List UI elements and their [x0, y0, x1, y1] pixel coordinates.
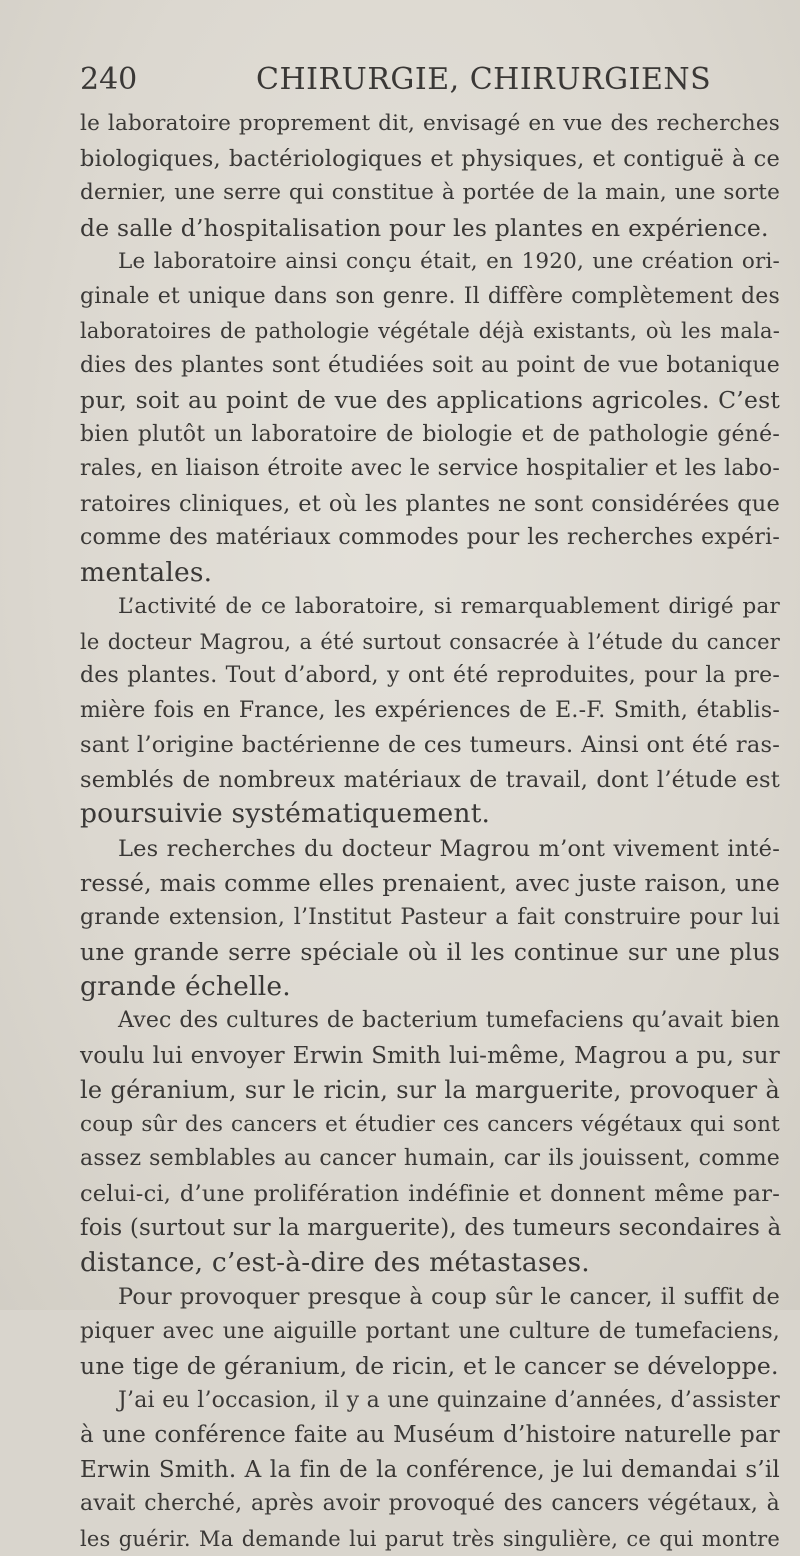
text-line: J’ai eu l’occasion, il y a une quinzaine d’années, d’assister	[80, 1384, 780, 1419]
text-line: ratoires cliniques, et où les plantes ne sont considérées que	[80, 487, 780, 522]
text-line: celui-ci, d’une prolifération indéfinie et donnent même par-	[80, 1177, 780, 1212]
text-line: biologiques, bactériologiques et physiques, et contiguë à ce	[80, 142, 780, 177]
running-title: CHIRURGIE, CHIRURGIENS	[256, 62, 711, 97]
page-header	[80, 62, 780, 102]
text-line: semblés de nombreux matériaux de travail, dont l’étude est	[80, 763, 780, 798]
text-line: piquer avec une aiguille portant une culture de tumefaciens,	[80, 1315, 780, 1350]
text-line: rales, en liaison étroite avec le service hospitalier et les labo-	[80, 452, 780, 487]
text-line: dernier, une serre qui constitue à portée de la main, une sorte	[80, 176, 780, 211]
text-line: Les recherches du docteur Magrou m’ont vivement inté-	[80, 832, 780, 867]
body-text	[80, 107, 780, 1556]
text-line: des plantes. Tout d’abord, y ont été reproduites, pour la pre-	[80, 659, 780, 694]
text-line: Le laboratoire ainsi conçu était, en 1920, une création ori-	[80, 245, 780, 280]
text-line: laboratoires de pathologie végétale déjà existants, où les mala-	[80, 314, 780, 349]
text-line: Avec des cultures de bacterium tumefaciens qu’avait bien	[80, 1004, 780, 1039]
text-line: le géranium, sur le ricin, sur la marguerite, provoquer à	[80, 1073, 780, 1108]
text-line: L’activité de ce laboratoire, si remarquablement dirigé par	[80, 590, 780, 625]
text-line: une tige de géranium, de ricin, et le cancer se développe.	[80, 1349, 780, 1384]
text-line: Pour provoquer presque à coup sûr le cancer, il suffit de	[80, 1280, 780, 1315]
text-line: ressé, mais comme elles prenaient, avec juste raison, une	[80, 866, 780, 901]
text-line: dies des plantes sont étudiées soit au point de vue botanique	[80, 349, 780, 384]
text-line: mentales.	[80, 556, 780, 591]
text-line: fois (surtout sur la marguerite), des tumeurs secondaires à	[80, 1211, 780, 1246]
text-line: à une conférence faite au Muséum d’histoire naturelle par	[80, 1418, 780, 1453]
text-line: voulu lui envoyer Erwin Smith lui-même, Magrou a pu, sur	[80, 1039, 780, 1074]
text-line: grande échelle.	[80, 970, 780, 1005]
text-line: poursuivie systématiquement.	[80, 797, 780, 832]
text-line: les guérir. Ma demande lui parut très singulière, ce qui montre	[80, 1522, 780, 1556]
text-line: Erwin Smith. A la fin de la conférence, je lui demandai s’il	[80, 1453, 780, 1488]
text-line: pur, soit au point de vue des applications agricoles. C’est	[80, 383, 780, 418]
page-number: 240	[80, 62, 137, 97]
text-line: le docteur Magrou, a été surtout consacrée à l’étude du cancer	[80, 625, 780, 660]
text-line: comme des matériaux commodes pour les recherches expéri-	[80, 521, 780, 556]
text-line: coup sûr des cancers et étudier ces cancers végétaux qui sont	[80, 1108, 780, 1143]
text-line: une grande serre spéciale où il les continue sur une plus	[80, 935, 780, 970]
text-line: grande extension, l’Institut Pasteur a fait construire pour lui	[80, 901, 780, 936]
text-line: ginale et unique dans son genre. Il diffère complètement des	[80, 280, 780, 315]
text-line: bien plutôt un laboratoire de biologie et de pathologie géné-	[80, 418, 780, 453]
text-line: avait cherché, après avoir provoqué des cancers végétaux, à	[80, 1487, 780, 1522]
text-line: de salle d’hospitalisation pour les plantes en expérience.	[80, 211, 780, 246]
text-line: distance, c’est-à-dire des métastases.	[80, 1246, 780, 1281]
text-line: le laboratoire proprement dit, envisagé en vue des recherches	[80, 107, 780, 142]
text-line: mière fois en France, les expériences de E.-F. Smith, établis-	[80, 694, 780, 729]
text-line: sant l’origine bactérienne de ces tumeurs. Ainsi ont été ras-	[80, 728, 780, 763]
text-line: assez semblables au cancer humain, car ils jouissent, comme	[80, 1142, 780, 1177]
